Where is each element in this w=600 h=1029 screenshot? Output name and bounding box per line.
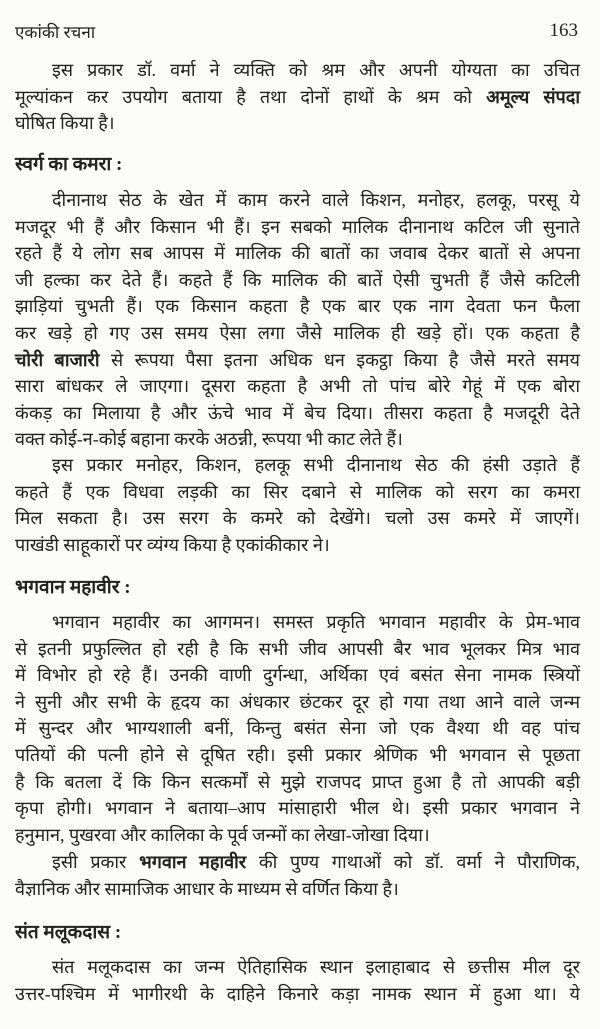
text: घोषित किया है। [15, 113, 115, 134]
text: दीनानाथ सेठ के खेत में काम करने वाले किशन, मनोहर, हलकू, परसू ये [52, 190, 580, 210]
bold-text: चोरी बाजारी [15, 349, 100, 370]
paragraph-line [15, 479, 580, 505]
paragraph-line [15, 400, 580, 426]
text: मजदूर भी हैं और किसान भी हैं। इन सबको मालिक दीनानाथ कटिल जी सुनाते [15, 216, 580, 237]
bold-text: भगवान महावीर [139, 852, 247, 872]
paragraph-line [52, 954, 580, 980]
text: से इतनी प्रफुल्लित हो रही है कि सभी जीव आपसी बैर भाव भूलकर मित्र भाव [15, 638, 580, 659]
paragraph-line [52, 57, 580, 83]
text: मिल सकता है। उस सरग के कमरे को देखेंगे। चलो उस कमरे में जाएगें। [15, 508, 580, 529]
text: मूल्यांकन कर उपयोग बताया है तथा दोनों हाथों के श्रम को [15, 86, 487, 107]
text: पाखंडी साहूकारों पर व्यंग्य किया है एकांकीकार ने। [15, 534, 330, 555]
paragraph-line [15, 636, 580, 662]
text: स्वर्ग का कमरा : [15, 154, 123, 175]
text: कृपा होगी। भगवान ने बताया–आप मांसाहारी भील थे। इसी प्रकार भगवान ने [15, 798, 580, 819]
text: हनुमान, पुखरवा और कालिका के पूर्व जन्मों का लेखा-जोखा दिया। [15, 824, 430, 845]
paragraph-line [15, 769, 580, 795]
paragraph-line [15, 715, 580, 741]
paragraph-line [15, 662, 580, 688]
paragraph-line [15, 795, 580, 821]
paragraph-line [15, 110, 580, 136]
paragraph-line [15, 876, 580, 902]
paragraph-line [15, 532, 580, 558]
text: झाड़ियां चुभती हैं। एक किसान कहता है एक बार एक नाग देवता फन फैला [15, 296, 580, 317]
text: में सुन्दर और भाग्यशाली बनीं, किन्तु बसंत सेना जो एक वैश्या थी वह पांच [15, 718, 580, 739]
paragraph-line [15, 822, 580, 848]
text: वक्त कोई-न-कोई बहाना करके अठन्नी, रूपया भी काट लेते हैं। [15, 429, 403, 450]
text: इस प्रकार मनोहर, किशन, हलकू सभी दीनानाथ सेठ की हंसी उड़ाते हैं [52, 455, 580, 475]
text: कंकड़ का मिलाया है और ऊंचे भाव में बेच दिया। तीसरा कहता है मजदूरी देते [15, 402, 580, 423]
text: इस प्रकार डॉ. वर्मा ने व्यक्ति को श्रम और अपनी योग्यता का उचित [52, 60, 580, 80]
paragraph-line [15, 293, 580, 319]
section-heading [15, 152, 580, 178]
text: सारा बांधकर ले जाएगा। दूसरा कहता है अभी तो पांच बोरे गेहूं में एक बोरा [15, 376, 580, 397]
paragraph-line [15, 373, 580, 399]
paragraph-line [15, 742, 580, 768]
text: भगवान महावीर का आगमन। समस्त प्रकृति भगवान महावीर के प्रेम-भाव [52, 612, 580, 632]
text: है कि बतला दें कि किन सत्कर्मों से मुझे राजपद प्राप्त हुआ है तो आपकी बड़ी [15, 771, 580, 792]
text: में विभोर हो रहे हैं। उनकी वाणी दुर्गन्धा, अर्थिका एवं बसंत सेना नामक स्त्रियों [15, 665, 580, 686]
paragraph-line [52, 849, 580, 875]
text: संत मलूकदास : [15, 922, 122, 943]
paragraph-line [15, 426, 580, 452]
text: जी हल्का कर देते हैं। कहते हैं कि मालिक की बातें ऐसी चुभती हैं जैसे कटिली [15, 269, 580, 290]
paragraph-line [15, 689, 580, 715]
page-number: 163 [549, 20, 578, 41]
running-title: एकांकी रचना [15, 23, 96, 42]
text: इसी प्रकार [52, 852, 140, 872]
text: ने सुनी और सभी के हृदय का अंधकार छंटकर दूर हो गया तथा आने वाले जन्म [15, 691, 580, 712]
section-heading [15, 575, 580, 601]
paragraph-line [52, 452, 580, 478]
text: कहते हैं एक विधवा लड़की का सिर दबाने से मालिक को सरग का कमरा [15, 481, 580, 502]
paragraph-line [15, 267, 580, 293]
paragraph-line [15, 84, 580, 110]
text: कर खड़े हो गए उस समय ऐसा लगा जैसे मालिक ही खड़े हों। एक कहता है [15, 323, 580, 343]
paragraph-line [15, 240, 580, 266]
paragraph-line [15, 320, 580, 346]
text: वैज्ञानिक और सामाजिक आधार के माध्यम से वर्णित किया है। [15, 878, 399, 899]
text: भगवान महावीर : [15, 577, 131, 598]
paragraph-line [15, 981, 580, 1007]
text: संत मलूकदास का जन्म ऐतिहासिक स्थान इलाहाबाद से छत्तीस मील दूर [52, 957, 580, 977]
paragraph-line [15, 347, 580, 373]
paragraph-line [15, 505, 580, 531]
paragraph-line [15, 214, 580, 240]
text: उत्तर-पश्चिम में भागीरथी के दाहिने किनारे कड़ा नामक स्थान में हुआ था। ये [15, 983, 580, 1004]
text: की पुण्य गाथाओं को डॉ. वर्मा ने पौराणिक, [246, 852, 580, 872]
text: पतियों की पत्नी होने से दूषित रही। इसी प्रकार श्रेणिक भी भगवान से पूछता [15, 745, 580, 765]
bold-text: अमूल्य संपदा [486, 86, 580, 107]
section-heading [15, 920, 580, 946]
paragraph-line [52, 609, 580, 635]
paragraph-line [52, 187, 580, 213]
text: रहते हैं ये लोग सब आपस में मालिक की बातों का जवाब देकर बातों से अपना [15, 243, 580, 264]
text: से रूपया पैसा इतना अधिक धन इकट्ठा किया है जैसे मरते समय [99, 349, 580, 370]
